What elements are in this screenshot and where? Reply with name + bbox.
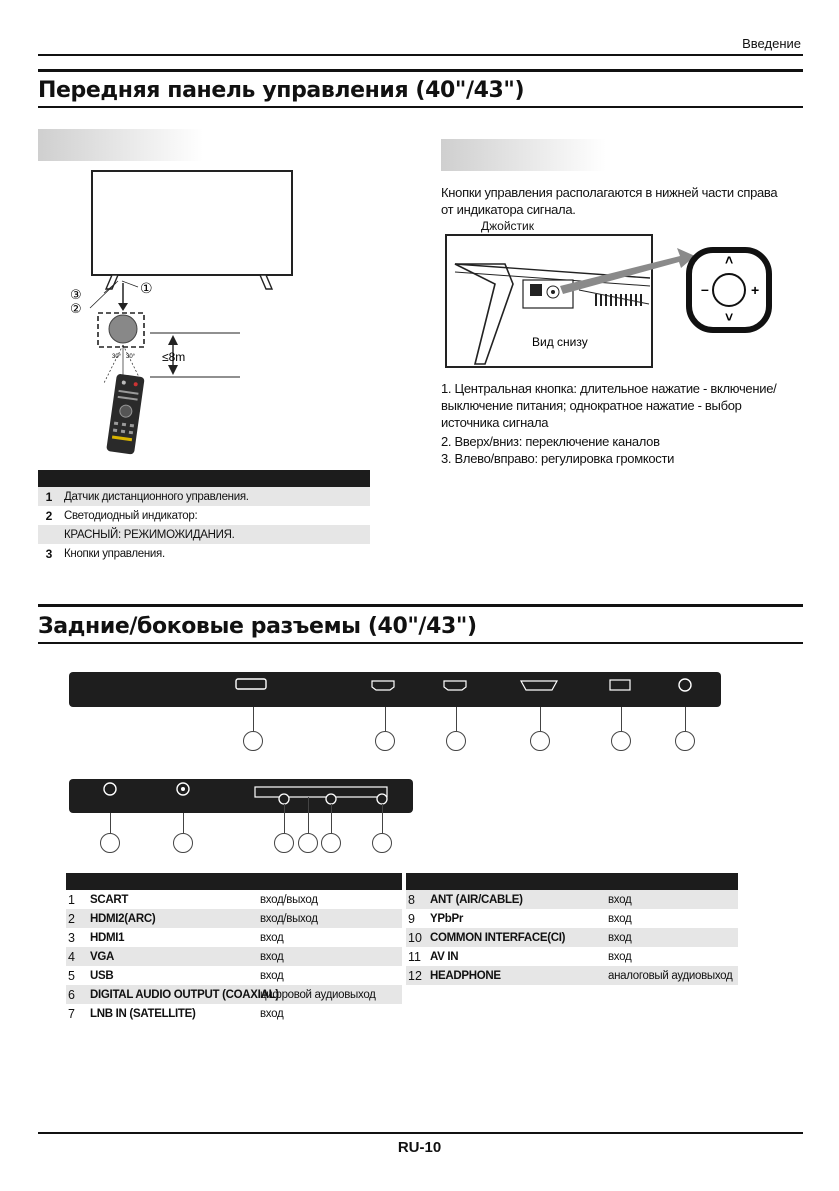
table-row: 8 ANT (AIR/CABLE) вход — [406, 890, 738, 909]
table-row: 5 USB вход — [68, 968, 284, 983]
table-row: КРАСНЫЙ: РЕЖИМОЖИДАНИЯ. — [38, 525, 370, 544]
table-row: 1 SCART вход/выход — [68, 892, 318, 907]
table-row: 11 AV IN вход — [408, 949, 632, 964]
table-row: 2 Светодиодный индикатор: — [45, 508, 198, 523]
table-row: 12 HEADPHONE аналоговый аудиовыход — [406, 966, 738, 985]
rear-callout-4 — [530, 731, 550, 751]
callout-1: ① — [140, 281, 153, 297]
table-row: 9 YPbPr вход — [408, 911, 632, 926]
front-panel-title: Передняя панель управления (40"/43") — [38, 78, 525, 103]
connector-table-right — [406, 873, 738, 985]
rear-connectors — [69, 672, 721, 707]
side-callout-10 — [298, 833, 318, 853]
lnb-port — [104, 783, 116, 795]
hdmi1-port — [444, 681, 466, 690]
side-callout-11 — [321, 833, 341, 853]
remote-control — [106, 374, 145, 455]
coaxial-port — [679, 679, 691, 691]
table-header — [406, 873, 738, 890]
callout-2: ② — [70, 302, 82, 317]
joystick-diagram — [445, 234, 775, 370]
rear-callout-3 — [446, 731, 466, 751]
table-row: 2 HDMI2(ARC) вход/выход — [66, 909, 402, 928]
rear-panel-title: Задние/боковые разъемы (40"/43") — [38, 614, 477, 639]
ypbpr-port — [279, 794, 289, 804]
ci-slot — [255, 787, 387, 797]
front-panel-table — [38, 470, 370, 563]
svg-text:˅: ˅ — [725, 309, 734, 325]
tv-foot-right — [260, 275, 272, 289]
section-label: Введение — [742, 36, 801, 51]
side-callout-9 — [274, 833, 294, 853]
instruction-3: 3. Влево/вправо: регулировка громкости — [441, 451, 675, 466]
headphone-port — [377, 794, 387, 804]
svg-text:˄: ˄ — [725, 252, 734, 268]
bottom-view-label: Вид снизу — [532, 335, 588, 349]
controls-description: Кнопки управления располагаются в нижней части справа от индикатора сигнала. — [441, 185, 778, 217]
rear-callout-6 — [675, 731, 695, 751]
table-header — [66, 873, 402, 890]
section-top-rule — [38, 69, 803, 72]
scart-port — [236, 679, 266, 689]
usb-port — [610, 680, 630, 690]
side-callout-7 — [100, 833, 120, 853]
tv-screen — [92, 171, 292, 275]
rear-callout-5 — [611, 731, 631, 751]
connector-table-left — [66, 873, 402, 1023]
section-bottom-rule — [38, 106, 803, 108]
table-row: 3 HDMI1 вход — [68, 930, 284, 945]
av-in-port — [326, 794, 336, 804]
right-subheader-bar — [441, 139, 606, 171]
table-row: 7 LNB IN (SATELLITE) вход — [68, 1006, 284, 1021]
page-number: RU-10 — [397, 1139, 442, 1156]
table-row: 6 DIGITAL AUDIO OUTPUT (COAXIAL) цифровой аудиовыход — [66, 985, 402, 1004]
table-row: 4 VGA вход — [66, 947, 402, 966]
instruction-1: 1. Центральная кнопка: длительное нажатие - включение/выключение питания; однократное нажатие - выбор источника сигнала — [441, 381, 777, 430]
vga-port — [521, 681, 557, 690]
footer-rule — [38, 1132, 803, 1134]
rear-section-top-rule — [38, 604, 803, 607]
rear-section-bottom-rule — [38, 642, 803, 644]
side-callout-8 — [173, 833, 193, 853]
instruction-2: 2. Вверх/вниз: переключение каналов — [441, 434, 660, 449]
table-row: 3 Кнопки управления. — [45, 546, 165, 561]
ir-sensor — [109, 315, 137, 343]
rear-callout-1 — [243, 731, 263, 751]
side-callout-12 — [372, 833, 392, 853]
callout-3: ③ — [70, 288, 82, 303]
joystick-label: Джойстик — [481, 219, 534, 233]
side-connectors — [69, 779, 413, 813]
angle-left-label: 30° — [112, 354, 122, 360]
distance-label: ≤8m — [162, 350, 186, 364]
header-rule — [38, 54, 803, 56]
hdmi2-port — [372, 681, 394, 690]
svg-text:+: + — [751, 282, 760, 298]
angle-right-label: 30° — [126, 354, 136, 360]
table-header — [38, 470, 370, 487]
tv-front-diagram — [60, 165, 320, 460]
left-subheader-bar — [38, 129, 203, 161]
table-row: 1 Датчик дистанционного управления. — [38, 487, 370, 506]
rear-callout-2 — [375, 731, 395, 751]
svg-text:–: – — [701, 281, 709, 297]
table-row: 10 COMMON INTERFACE(CI) вход — [406, 928, 738, 947]
